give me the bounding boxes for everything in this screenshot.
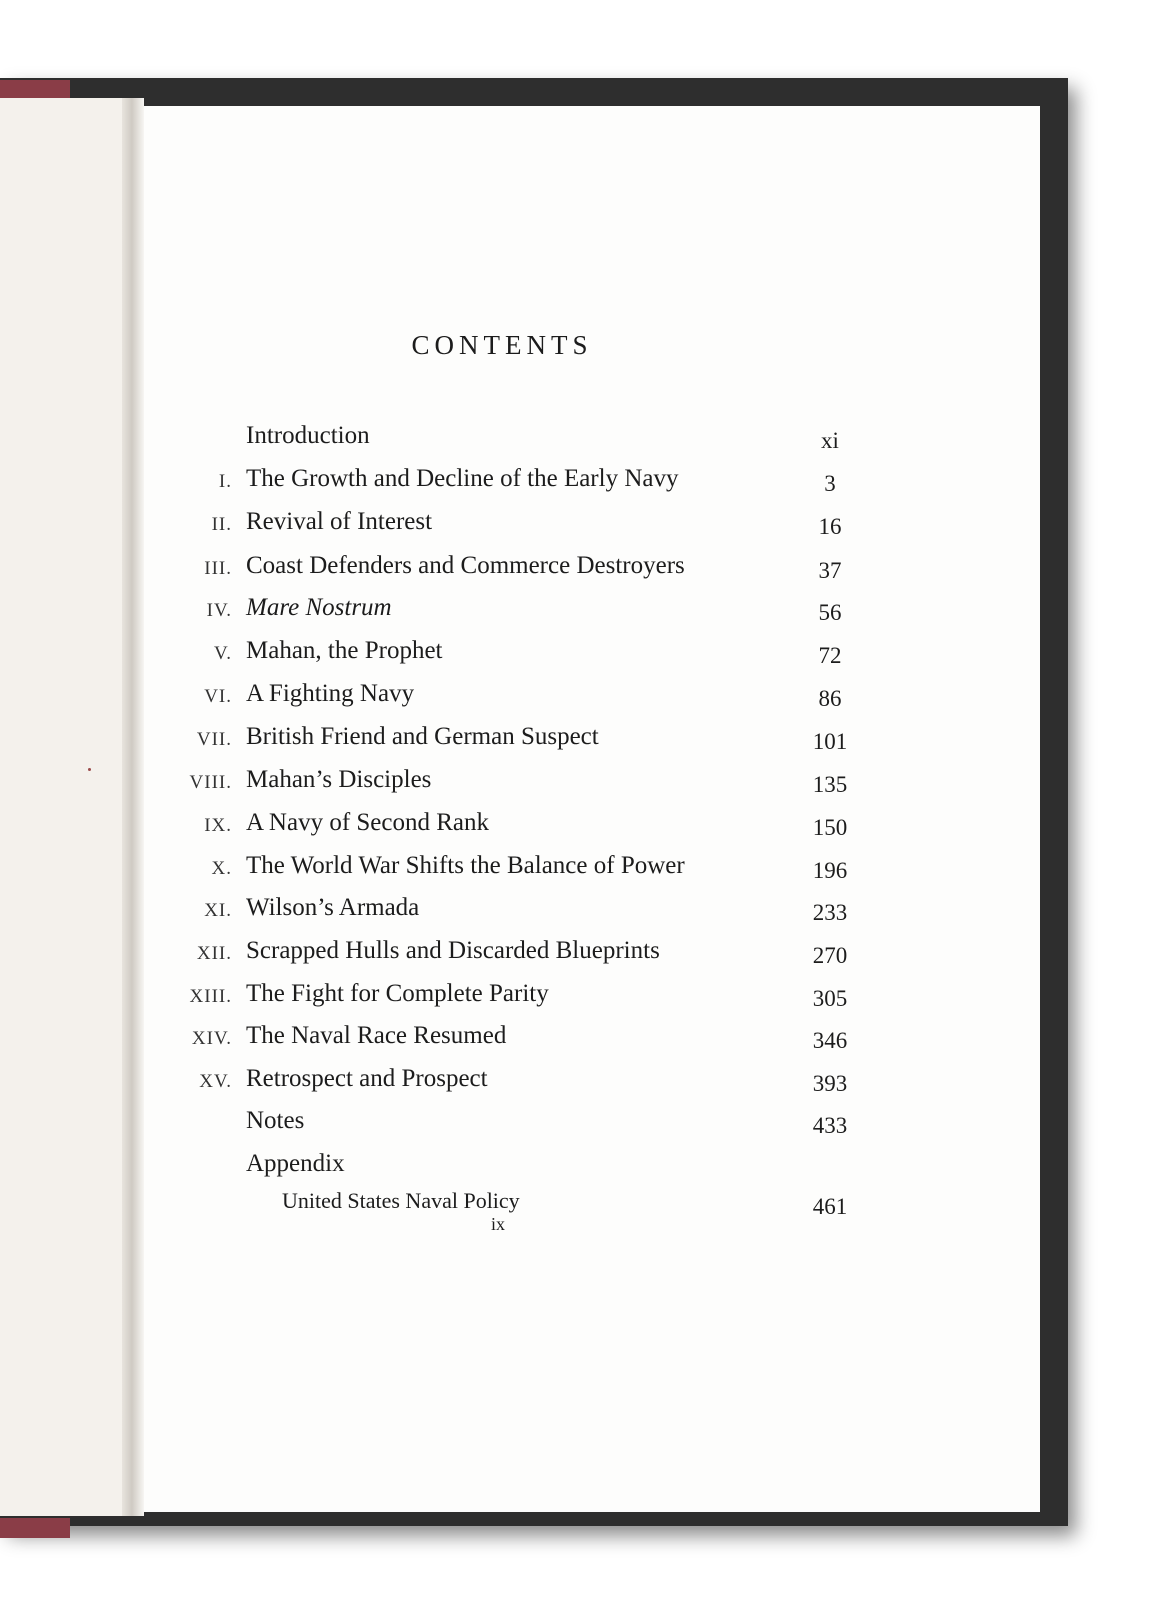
toc-number: XIV. (191, 1028, 232, 1049)
toc-title: Retrospect and Prospect (246, 1065, 488, 1092)
toc-number: I. (218, 471, 232, 492)
toc-entry-chapter-1[interactable] (0, 465, 860, 499)
toc-title: Mahan, the Prophet (246, 637, 443, 664)
toc-entry-chapter-3[interactable] (0, 552, 860, 586)
toc-title: Mare Nostrum (246, 594, 392, 621)
toc-entry-chapter-5[interactable] (0, 637, 860, 671)
toc-entry-chapter-12[interactable] (0, 937, 860, 971)
cover-edge-top (0, 80, 70, 100)
toc-page: 393 (812, 1071, 848, 1096)
toc-entry-chapter-8[interactable] (0, 766, 860, 800)
toc-title: The World War Shifts the Balance of Power (246, 852, 685, 879)
toc-entry-appendix-sub[interactable] (0, 1188, 860, 1222)
toc-number: X. (211, 858, 232, 879)
toc-number: VIII. (189, 772, 232, 793)
toc-number: IV. (206, 600, 232, 621)
toc-title: British Friend and German Suspect (246, 723, 599, 750)
toc-entry-chapter-11[interactable] (0, 894, 860, 928)
toc-title: Scrapped Hulls and Discarded Blueprints (246, 937, 660, 964)
toc-title: A Navy of Second Rank (246, 809, 490, 836)
toc-title: Revival of Interest (246, 508, 433, 535)
toc-page: 72 (818, 643, 842, 668)
toc-page: xi (821, 428, 839, 453)
toc-entry-chapter-15[interactable] (0, 1065, 860, 1099)
left-page (0, 98, 126, 1516)
toc-title: Mahan’s Disciples (246, 766, 432, 793)
toc-number: XI. (204, 900, 232, 921)
toc-entry-chapter-13[interactable] (0, 980, 860, 1014)
toc-page: 86 (818, 686, 842, 711)
page-title: CONTENTS (411, 330, 593, 360)
page-folio: ix (490, 1214, 505, 1234)
toc-number: XV. (199, 1071, 232, 1092)
toc-title: Notes (246, 1107, 305, 1134)
toc-page: 305 (812, 986, 848, 1011)
toc-number: XIII. (189, 986, 232, 1007)
toc-entry-appendix[interactable] (0, 1150, 860, 1184)
toc-title: United States Naval Policy (282, 1188, 520, 1213)
toc-page: 196 (812, 858, 848, 883)
toc-entry-introduction[interactable] (0, 422, 860, 456)
toc-title: A Fighting Navy (246, 680, 415, 707)
toc-page: 233 (812, 900, 848, 925)
toc-title: Coast Defenders and Commerce Destroyers (246, 552, 685, 579)
toc-number: XII. (196, 943, 232, 964)
toc-page: 270 (812, 943, 848, 968)
toc-number: II. (211, 514, 232, 535)
toc-number: VII. (196, 729, 232, 750)
toc-page: 150 (812, 815, 848, 840)
toc-title: The Naval Race Resumed (246, 1022, 507, 1049)
toc-number: IX. (204, 815, 232, 836)
toc-entry-notes[interactable] (0, 1107, 860, 1141)
toc-page: 135 (812, 772, 848, 797)
toc-page: 56 (818, 600, 842, 625)
toc-page: 16 (818, 514, 842, 539)
toc-entry-chapter-6[interactable] (0, 680, 860, 714)
toc-page: 3 (824, 471, 836, 496)
toc-number: VI. (204, 686, 232, 707)
toc-entry-chapter-7[interactable] (0, 723, 860, 757)
toc-entry-chapter-2[interactable] (0, 508, 860, 542)
cover-edge-bottom (0, 1518, 70, 1538)
toc-title: The Fight for Complete Parity (246, 980, 549, 1007)
toc-title: The Growth and Decline of the Early Navy (246, 465, 679, 492)
toc-entry-chapter-10[interactable] (0, 852, 860, 886)
toc-title: Appendix (246, 1150, 345, 1177)
toc-entry-chapter-9[interactable] (0, 809, 860, 843)
toc-entry-chapter-14[interactable] (0, 1022, 860, 1056)
toc-page: 37 (818, 558, 842, 583)
toc-title: Wilson’s Armada (246, 894, 420, 921)
toc-page: 346 (812, 1028, 848, 1053)
toc-page: 461 (812, 1194, 848, 1219)
toc-page: 101 (812, 729, 848, 754)
page-gutter (122, 98, 144, 1516)
toc-page: 433 (812, 1113, 848, 1138)
toc-title: Introduction (246, 422, 370, 449)
toc-number: V. (213, 643, 232, 664)
toc-number: III. (204, 558, 232, 579)
toc-entry-chapter-4[interactable] (0, 594, 860, 628)
